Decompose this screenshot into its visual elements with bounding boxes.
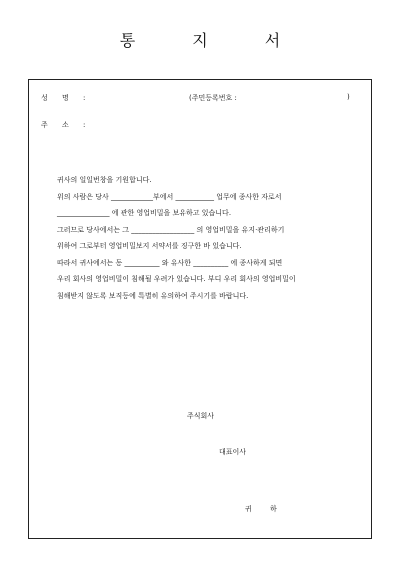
body-line: 침해받지 않도록 보직등에 특별히 유의하여 주시기를 바랍니다. — [57, 291, 249, 300]
body-line: 위의 사람은 당사 ____________부에서 ___________ 업무에 종사한 자로서 — [57, 192, 282, 201]
notice-form-box — [28, 79, 372, 539]
rrn-close: ) — [347, 93, 350, 101]
body-line: 따라서 귀사에서는 동 __________ 와 유사한 __________ 에 종사하게 되면 — [57, 258, 283, 267]
document-title: 통 지 서 — [119, 31, 307, 50]
address-label: 주 소 : — [41, 121, 92, 129]
body-line: 위하여 그로부터 영업비밀보지 서약서를 징구한 바 있습니다. — [57, 242, 242, 250]
rrn-label: (주민등록번호 : — [189, 94, 237, 102]
body-line: 귀사의 일일번창을 기원합니다. — [57, 176, 152, 184]
name-label: 성 명 : — [41, 94, 92, 102]
notice-body — [57, 172, 357, 304]
body-line: 우리 회사의 영업비밀이 침해될 우려가 있습니다. 부디 우리 회사의 영업비밀이 — [57, 275, 296, 283]
body-line: 그러므로 당사에서는 그 __________________ 의 영업비밀을 유지·관리하기 — [57, 225, 285, 234]
body-line: _______________ 에 관한 영업비밀을 보유하고 있습니다. — [57, 209, 232, 217]
company-label: 주식회사 — [187, 412, 215, 420]
ceo-label: 대표이사 — [219, 448, 247, 456]
recipient-label: 귀 하 — [245, 505, 285, 513]
